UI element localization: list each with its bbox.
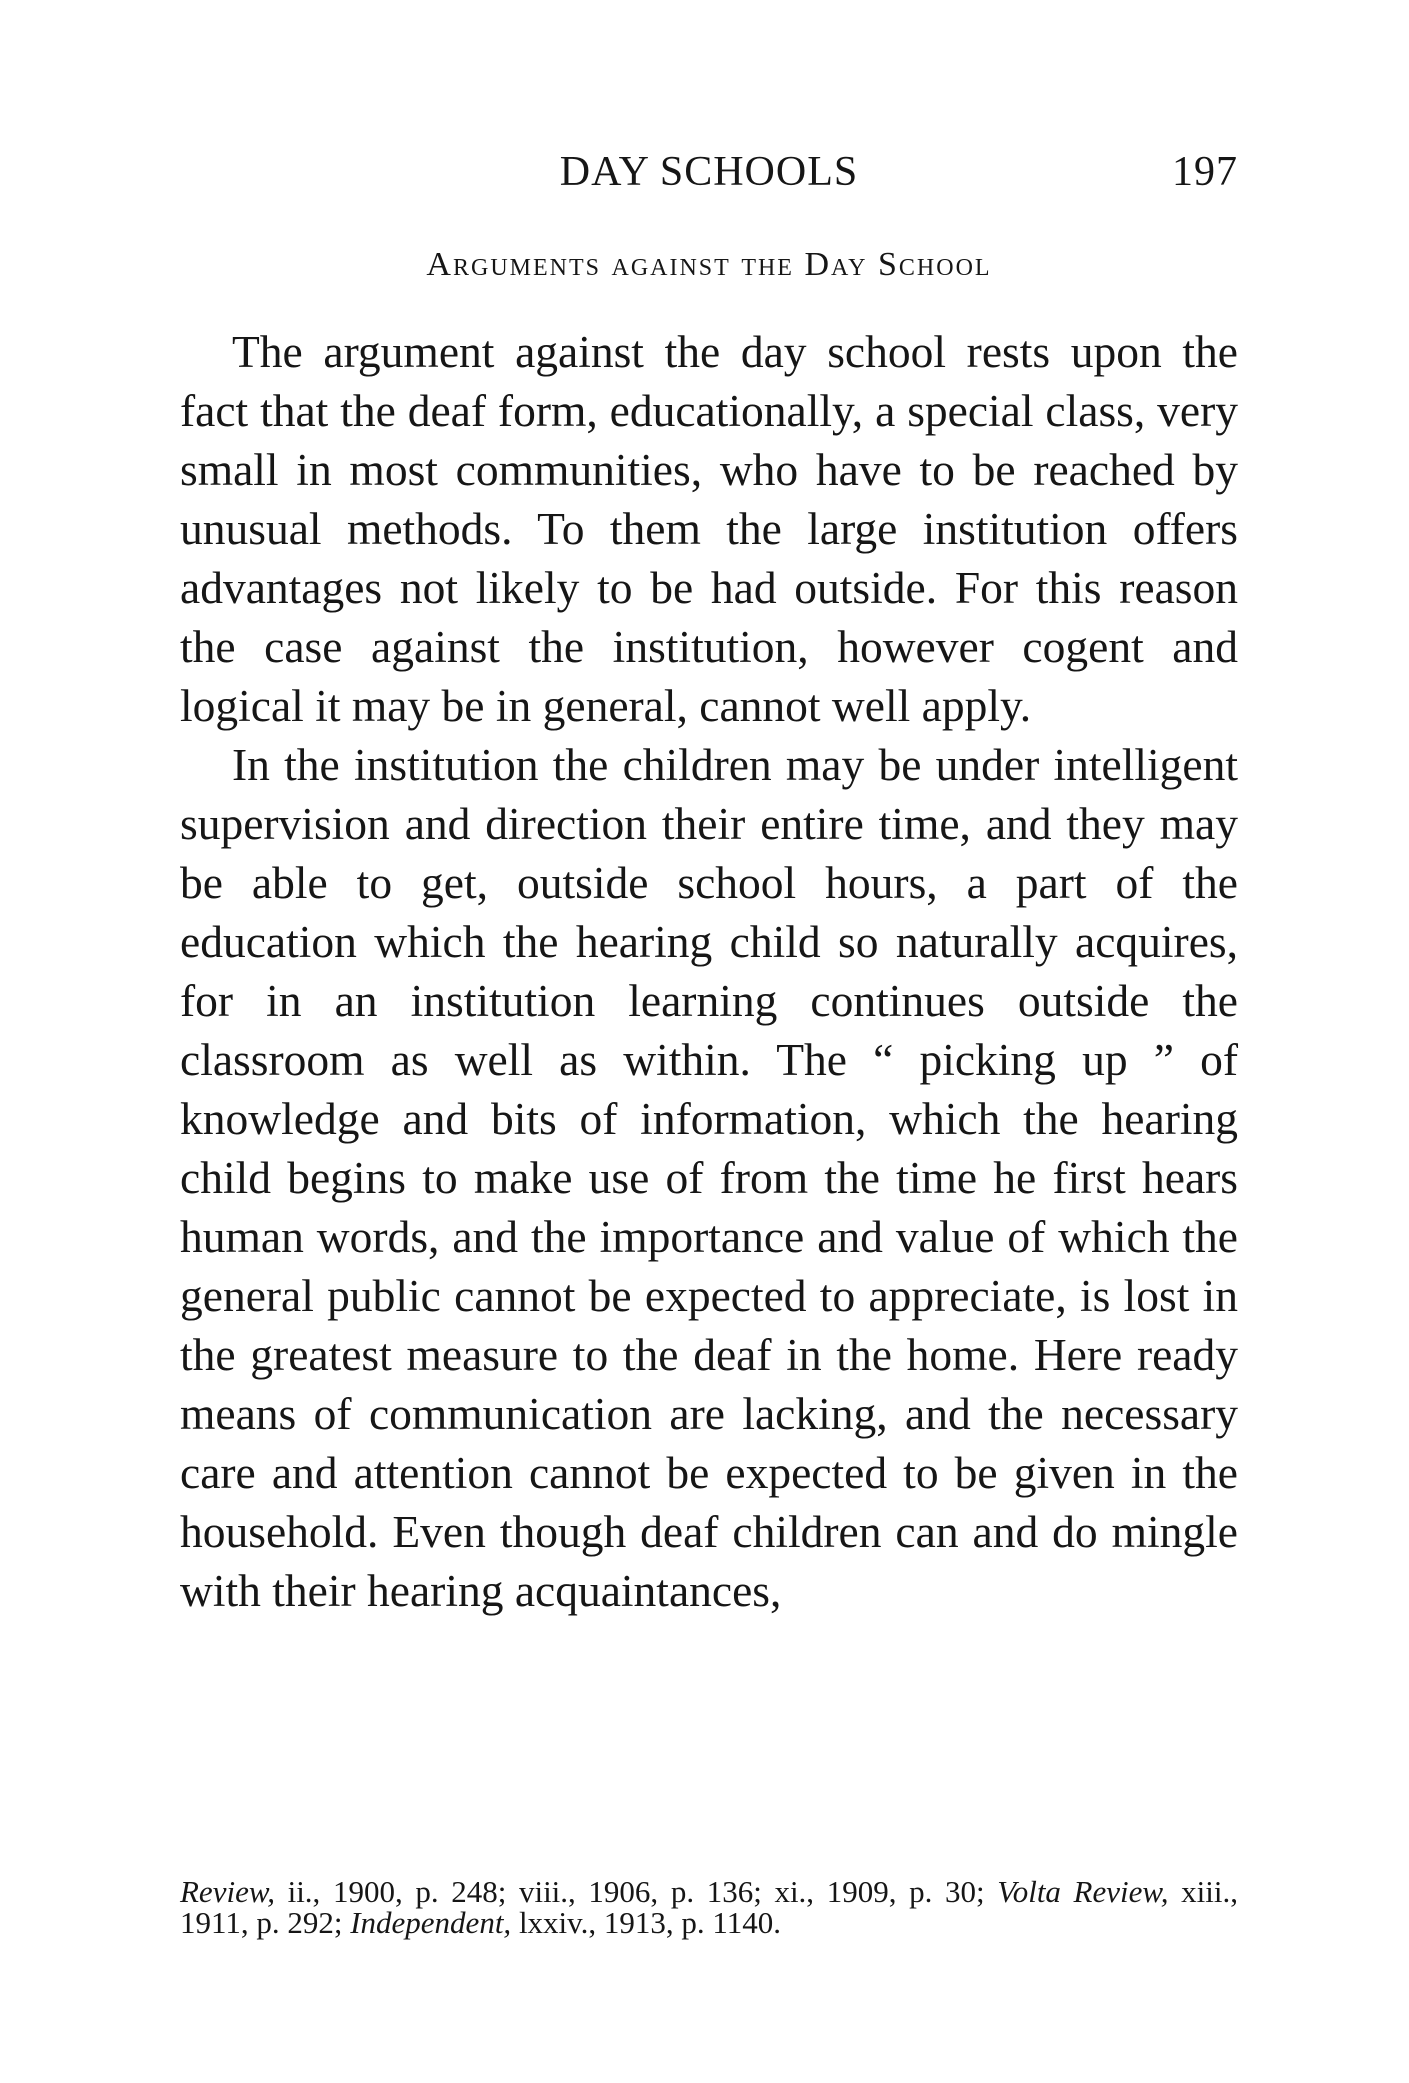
paragraph: In the institution the children may be under intelligent supervision and direction their entire time, and they may be able to get, outside school hours, a part of the education which the hearing child so naturally acquires, for in an institution learning continues outside the classroom as well as within. The “ picking up ” of knowledge and bits of information, which the hearing child begins to make use of from the time he first hears human words, and the importance and value of which the general public cannot be expected to appreciate, is lost in the greatest measure to the deaf in the home. Here ready means of communication are lacking, and the necessary care and attention cannot be expected to be given in the household. Even though deaf children can and do mingle with their hearing acquaintances, xyxy=(180,739,1238,1616)
footnote xyxy=(180,1876,1238,1938)
section-heading: Arguments against the Day School xyxy=(426,246,992,283)
running-title: DAY SCHOOLS xyxy=(559,149,859,195)
footnote-citation: xiii., 1911, p. 292; xyxy=(180,1874,1238,1940)
footnote-citation: Independent, xyxy=(350,1905,512,1940)
running-head xyxy=(180,148,1238,204)
page-number: 197 xyxy=(1172,149,1238,195)
footnote-citation: Volta Review, xyxy=(997,1874,1169,1909)
body-text xyxy=(180,322,1238,1620)
footnote-separator xyxy=(180,1868,1238,1869)
paragraph: The argument against the day school rests upon the fact that the deaf form, educationally, a special class, very small in most communities, who have to be reached by unusual methods. To them the large institution offers advantages not likely to be had outside. For this reason the case against the institution, however cogent and logical it may be in general, cannot well apply. xyxy=(180,326,1238,731)
footnote-citation: ii., 1900, p. 248; viii., 1906, p. 136; xi., 1909, p. 30; xyxy=(274,1874,998,1909)
footnote-citation: lxxiv., 1913, p. 1140. xyxy=(511,1905,781,1940)
footnote-citation: Review, xyxy=(180,1874,275,1909)
